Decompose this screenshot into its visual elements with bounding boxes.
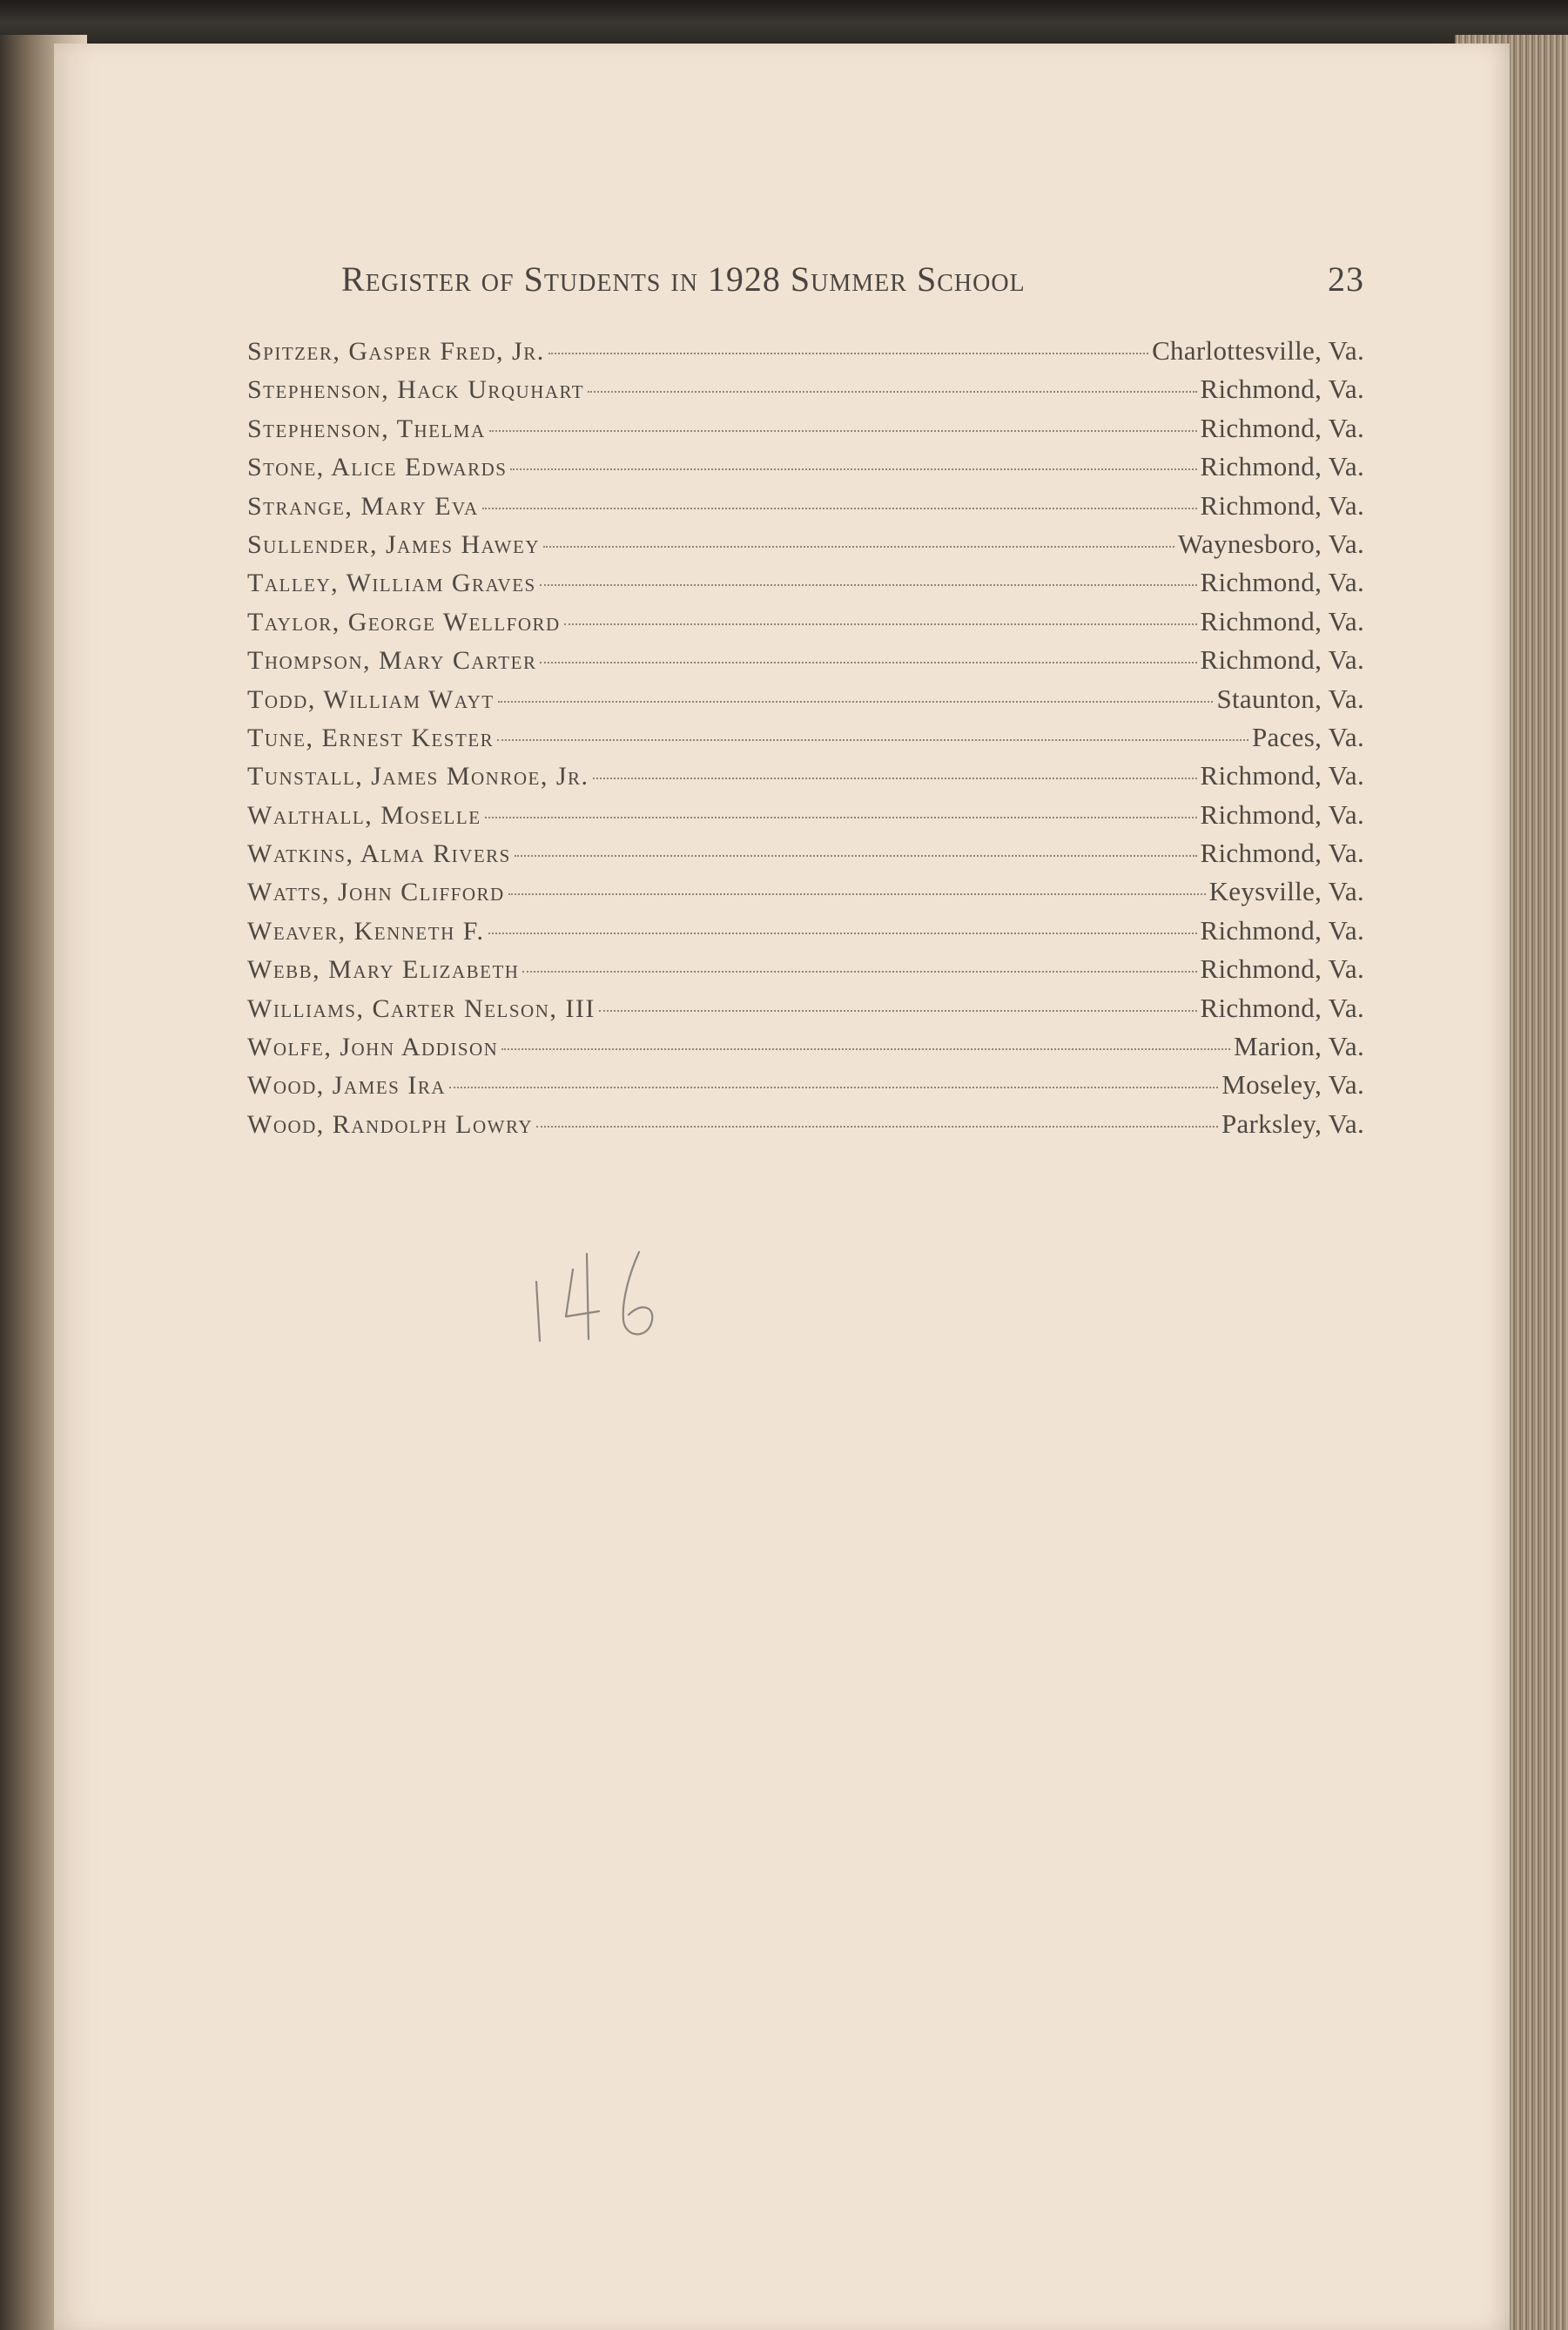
student-hometown: Parksley, Va. bbox=[1221, 1108, 1364, 1139]
student-entry bbox=[247, 451, 1364, 489]
student-hometown: Marion, Va. bbox=[1234, 1031, 1364, 1062]
dot-leader bbox=[501, 1048, 1230, 1050]
dot-leader bbox=[564, 623, 1197, 625]
student-hometown: Richmond, Va. bbox=[1200, 412, 1364, 443]
student-hometown: Richmond, Va. bbox=[1200, 760, 1364, 791]
student-entry bbox=[247, 567, 1364, 605]
student-entry bbox=[247, 915, 1364, 953]
dot-leader bbox=[536, 1126, 1218, 1128]
student-name: Thompson, Mary Carter bbox=[247, 646, 537, 676]
student-entry bbox=[247, 838, 1364, 876]
student-hometown: Staunton, Va. bbox=[1216, 683, 1364, 714]
dot-leader bbox=[510, 468, 1196, 470]
dot-leader bbox=[489, 430, 1197, 432]
dot-leader bbox=[485, 817, 1197, 818]
student-name: Strange, Mary Eva bbox=[247, 491, 479, 521]
student-name: Taylor, George Wellford bbox=[247, 607, 561, 636]
dot-leader bbox=[498, 701, 1214, 703]
paper-page bbox=[54, 44, 1510, 2330]
student-entry bbox=[247, 374, 1364, 412]
dot-leader bbox=[593, 778, 1197, 779]
dot-leader bbox=[599, 1010, 1197, 1012]
page-title: Register of Students in 1928 Summer School bbox=[341, 259, 1026, 299]
dot-leader bbox=[540, 584, 1197, 586]
student-hometown: Richmond, Va. bbox=[1200, 798, 1364, 830]
student-entry bbox=[247, 799, 1364, 838]
student-entry bbox=[247, 760, 1364, 798]
student-entry bbox=[247, 606, 1364, 644]
student-name: Williams, Carter Nelson, III bbox=[247, 993, 596, 1023]
dot-leader bbox=[488, 933, 1197, 934]
student-name: Wood, Randolph Lowry bbox=[247, 1109, 533, 1139]
student-hometown: Richmond, Va. bbox=[1200, 838, 1364, 869]
student-hometown: Richmond, Va. bbox=[1200, 489, 1364, 521]
dot-leader bbox=[449, 1087, 1218, 1088]
student-entry bbox=[247, 722, 1364, 760]
student-register-list bbox=[247, 335, 1364, 1147]
student-name: Stephenson, Thelma bbox=[247, 414, 486, 443]
student-hometown: Richmond, Va. bbox=[1200, 567, 1364, 598]
student-entry bbox=[247, 490, 1364, 529]
dot-leader bbox=[543, 546, 1174, 548]
student-entry bbox=[247, 529, 1364, 567]
student-entry bbox=[247, 1069, 1364, 1108]
dot-leader bbox=[540, 662, 1196, 663]
dot-leader bbox=[548, 353, 1148, 354]
student-hometown: Richmond, Va. bbox=[1200, 992, 1364, 1023]
student-entry bbox=[247, 335, 1364, 374]
dot-leader bbox=[508, 893, 1206, 895]
student-hometown: Richmond, Va. bbox=[1200, 374, 1364, 405]
student-entry bbox=[247, 953, 1364, 992]
student-entry bbox=[247, 876, 1364, 914]
running-header bbox=[341, 259, 1364, 328]
student-name: Todd, William Wayt bbox=[247, 684, 495, 714]
student-entry bbox=[247, 993, 1364, 1031]
dot-leader bbox=[497, 739, 1248, 741]
dot-leader bbox=[515, 855, 1197, 857]
student-entry bbox=[247, 644, 1364, 683]
student-name: Watts, John Clifford bbox=[247, 878, 505, 907]
student-hometown: Waynesboro, Va. bbox=[1177, 528, 1364, 559]
student-hometown: Keysville, Va. bbox=[1208, 876, 1364, 907]
student-name: Webb, Mary Elizabeth bbox=[247, 955, 520, 985]
student-name: Weaver, Kenneth F. bbox=[247, 916, 485, 946]
student-hometown: Richmond, Va. bbox=[1200, 914, 1364, 946]
dot-leader bbox=[482, 508, 1197, 509]
student-name: Sullender, James Hawey bbox=[247, 529, 540, 559]
dot-leader bbox=[522, 971, 1196, 973]
student-name: Spitzer, Gasper Fred, Jr. bbox=[247, 337, 545, 366]
student-name: Watkins, Alma Rivers bbox=[247, 839, 511, 869]
student-entry bbox=[247, 413, 1364, 451]
student-name: Wolfe, John Addison bbox=[247, 1033, 499, 1062]
student-name: Stone, Alice Edwards bbox=[247, 453, 508, 482]
student-hometown: Richmond, Va. bbox=[1200, 644, 1364, 676]
student-name: Tune, Ernest Kester bbox=[247, 723, 495, 752]
dot-leader bbox=[588, 391, 1196, 393]
student-hometown: Richmond, Va. bbox=[1200, 605, 1364, 636]
student-name: Stephenson, Hack Urquhart bbox=[247, 375, 585, 405]
student-name: Talley, William Graves bbox=[247, 569, 536, 598]
handwritten-note bbox=[524, 1236, 690, 1350]
student-name: Wood, James Ira bbox=[247, 1071, 446, 1101]
student-name: Walthall, Moselle bbox=[247, 800, 481, 830]
student-hometown: Richmond, Va. bbox=[1200, 451, 1364, 482]
student-hometown: Paces, Va. bbox=[1252, 721, 1364, 752]
student-hometown: Richmond, Va. bbox=[1200, 953, 1364, 985]
student-entry bbox=[247, 1031, 1364, 1069]
student-hometown: Moseley, Va. bbox=[1221, 1069, 1364, 1101]
student-name: Tunstall, James Monroe, Jr. bbox=[247, 762, 589, 791]
page-number: 23 bbox=[1328, 259, 1364, 299]
student-entry bbox=[247, 684, 1364, 722]
student-hometown: Charlottesville, Va. bbox=[1152, 335, 1364, 366]
student-entry bbox=[247, 1108, 1364, 1147]
